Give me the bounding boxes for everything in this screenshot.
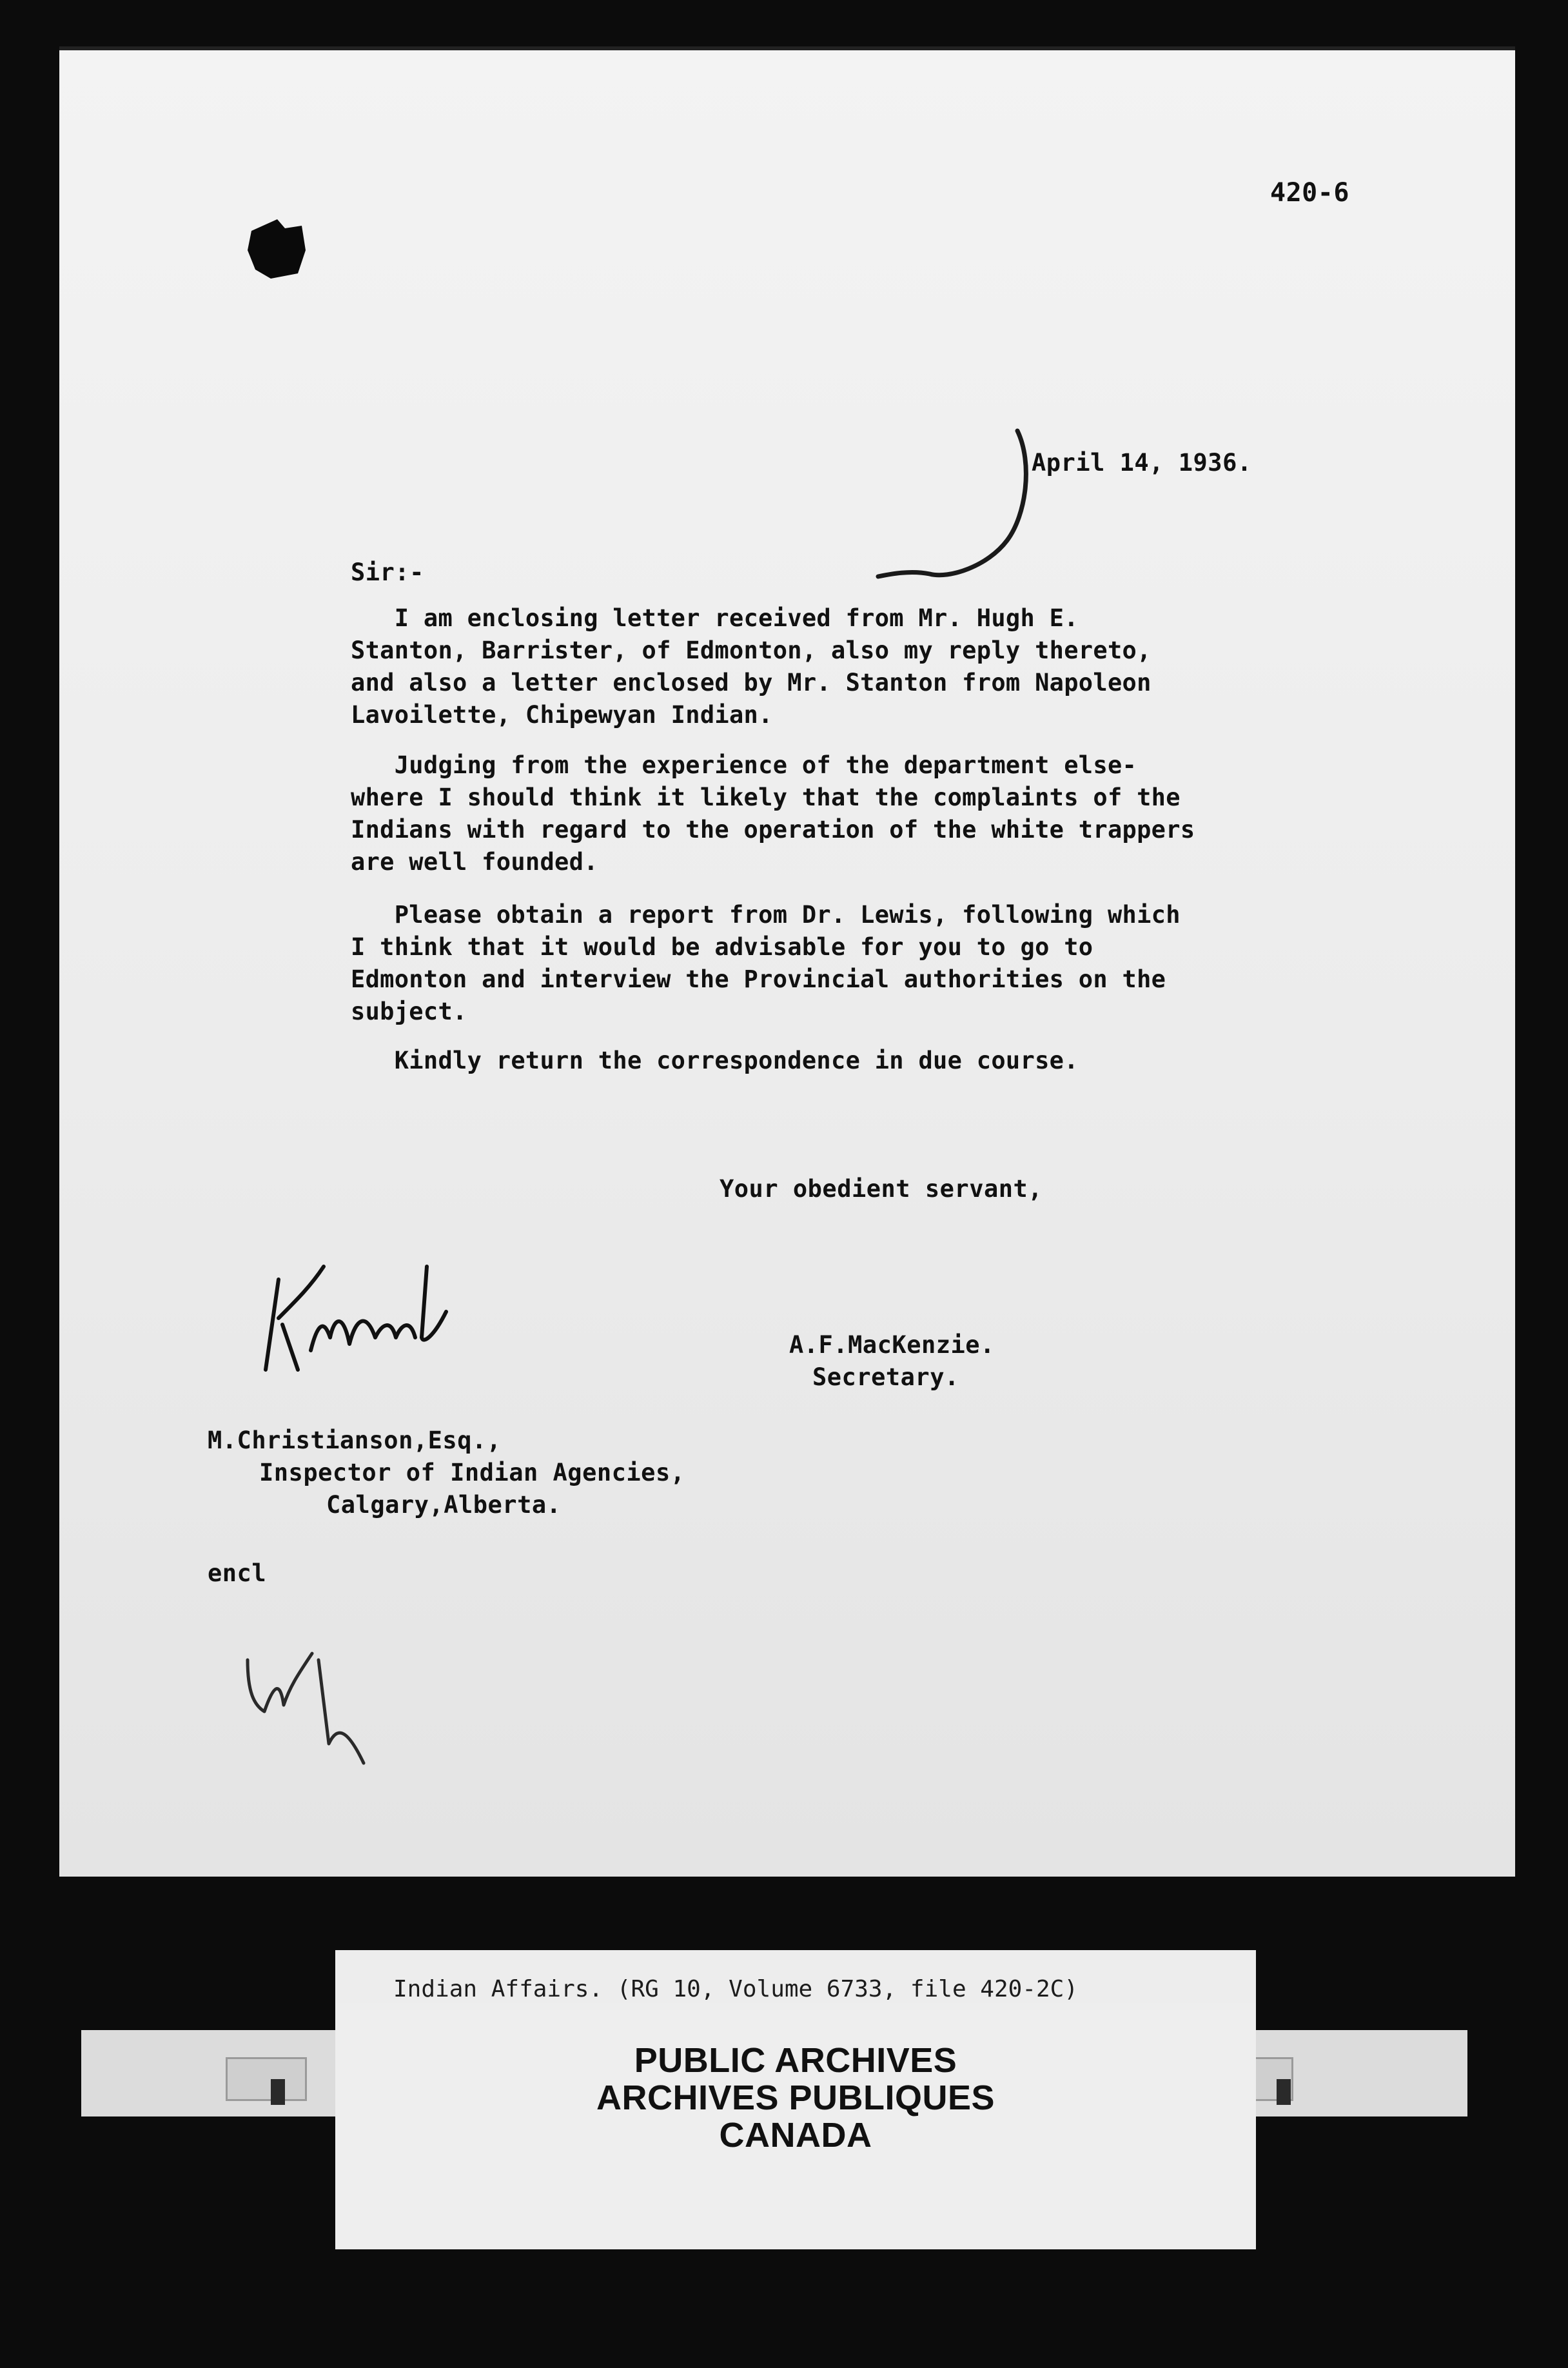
enclosure-note: encl [208,1559,267,1587]
body-paragraph-4: Kindly return the correspondence in due course. [351,1047,1079,1074]
letter-page [59,46,1515,1877]
label-tab-left [226,2057,307,2101]
salutation: Sir:- [351,558,424,586]
handwritten-initials-1 [253,1241,466,1389]
label-tab-shadow-left [271,2079,285,2105]
ink-blot-mark [239,212,316,289]
archive-label-line-1: PUBLIC ARCHIVES [634,2041,957,2080]
addressee-name: M.Christianson,Esq., [208,1426,502,1454]
label-tab-shadow-right [1277,2079,1291,2105]
file-number: 420-6 [1270,178,1349,208]
signatory-title: Secretary. [812,1363,959,1391]
archive-label-line-2: ARCHIVES PUBLIQUES [596,2078,995,2117]
addressee-location: Calgary,Alberta. [326,1491,562,1519]
body-paragraph-3: Please obtain a report from Dr. Lewis, following which I think that it would be advisable for you to go to Edmonton and interview the Provincial authorities on the subject. [351,901,1181,1025]
signatory-name: A.F.MacKenzie. [789,1331,995,1359]
addressee-position: Inspector of Indian Agencies, [259,1459,685,1486]
archive-label-line-3: CANADA [719,2116,872,2155]
archive-reference: Indian Affairs. (RG 10, Volume 6733, file 420-2C) [393,1976,1079,2002]
handwritten-initials-2 [235,1634,389,1776]
body-paragraph-1: I am enclosing letter received from Mr. Hugh E. Stanton, Barrister, of Edmonton, also my reply thereto, and also a letter enclosed by Mr. Stanton from Napoleon Lavoilette, Chipewyan Indian. [351,604,1152,729]
body-paragraph-2: Judging from the experience of the department else- where I should think it likely that the complaints of the Indians with regard to the operation of the white trappers are well founded. [351,751,1195,876]
letter-date: April 14, 1936. [1032,449,1252,477]
closing-line: Your obedient servant, [720,1175,1043,1203]
